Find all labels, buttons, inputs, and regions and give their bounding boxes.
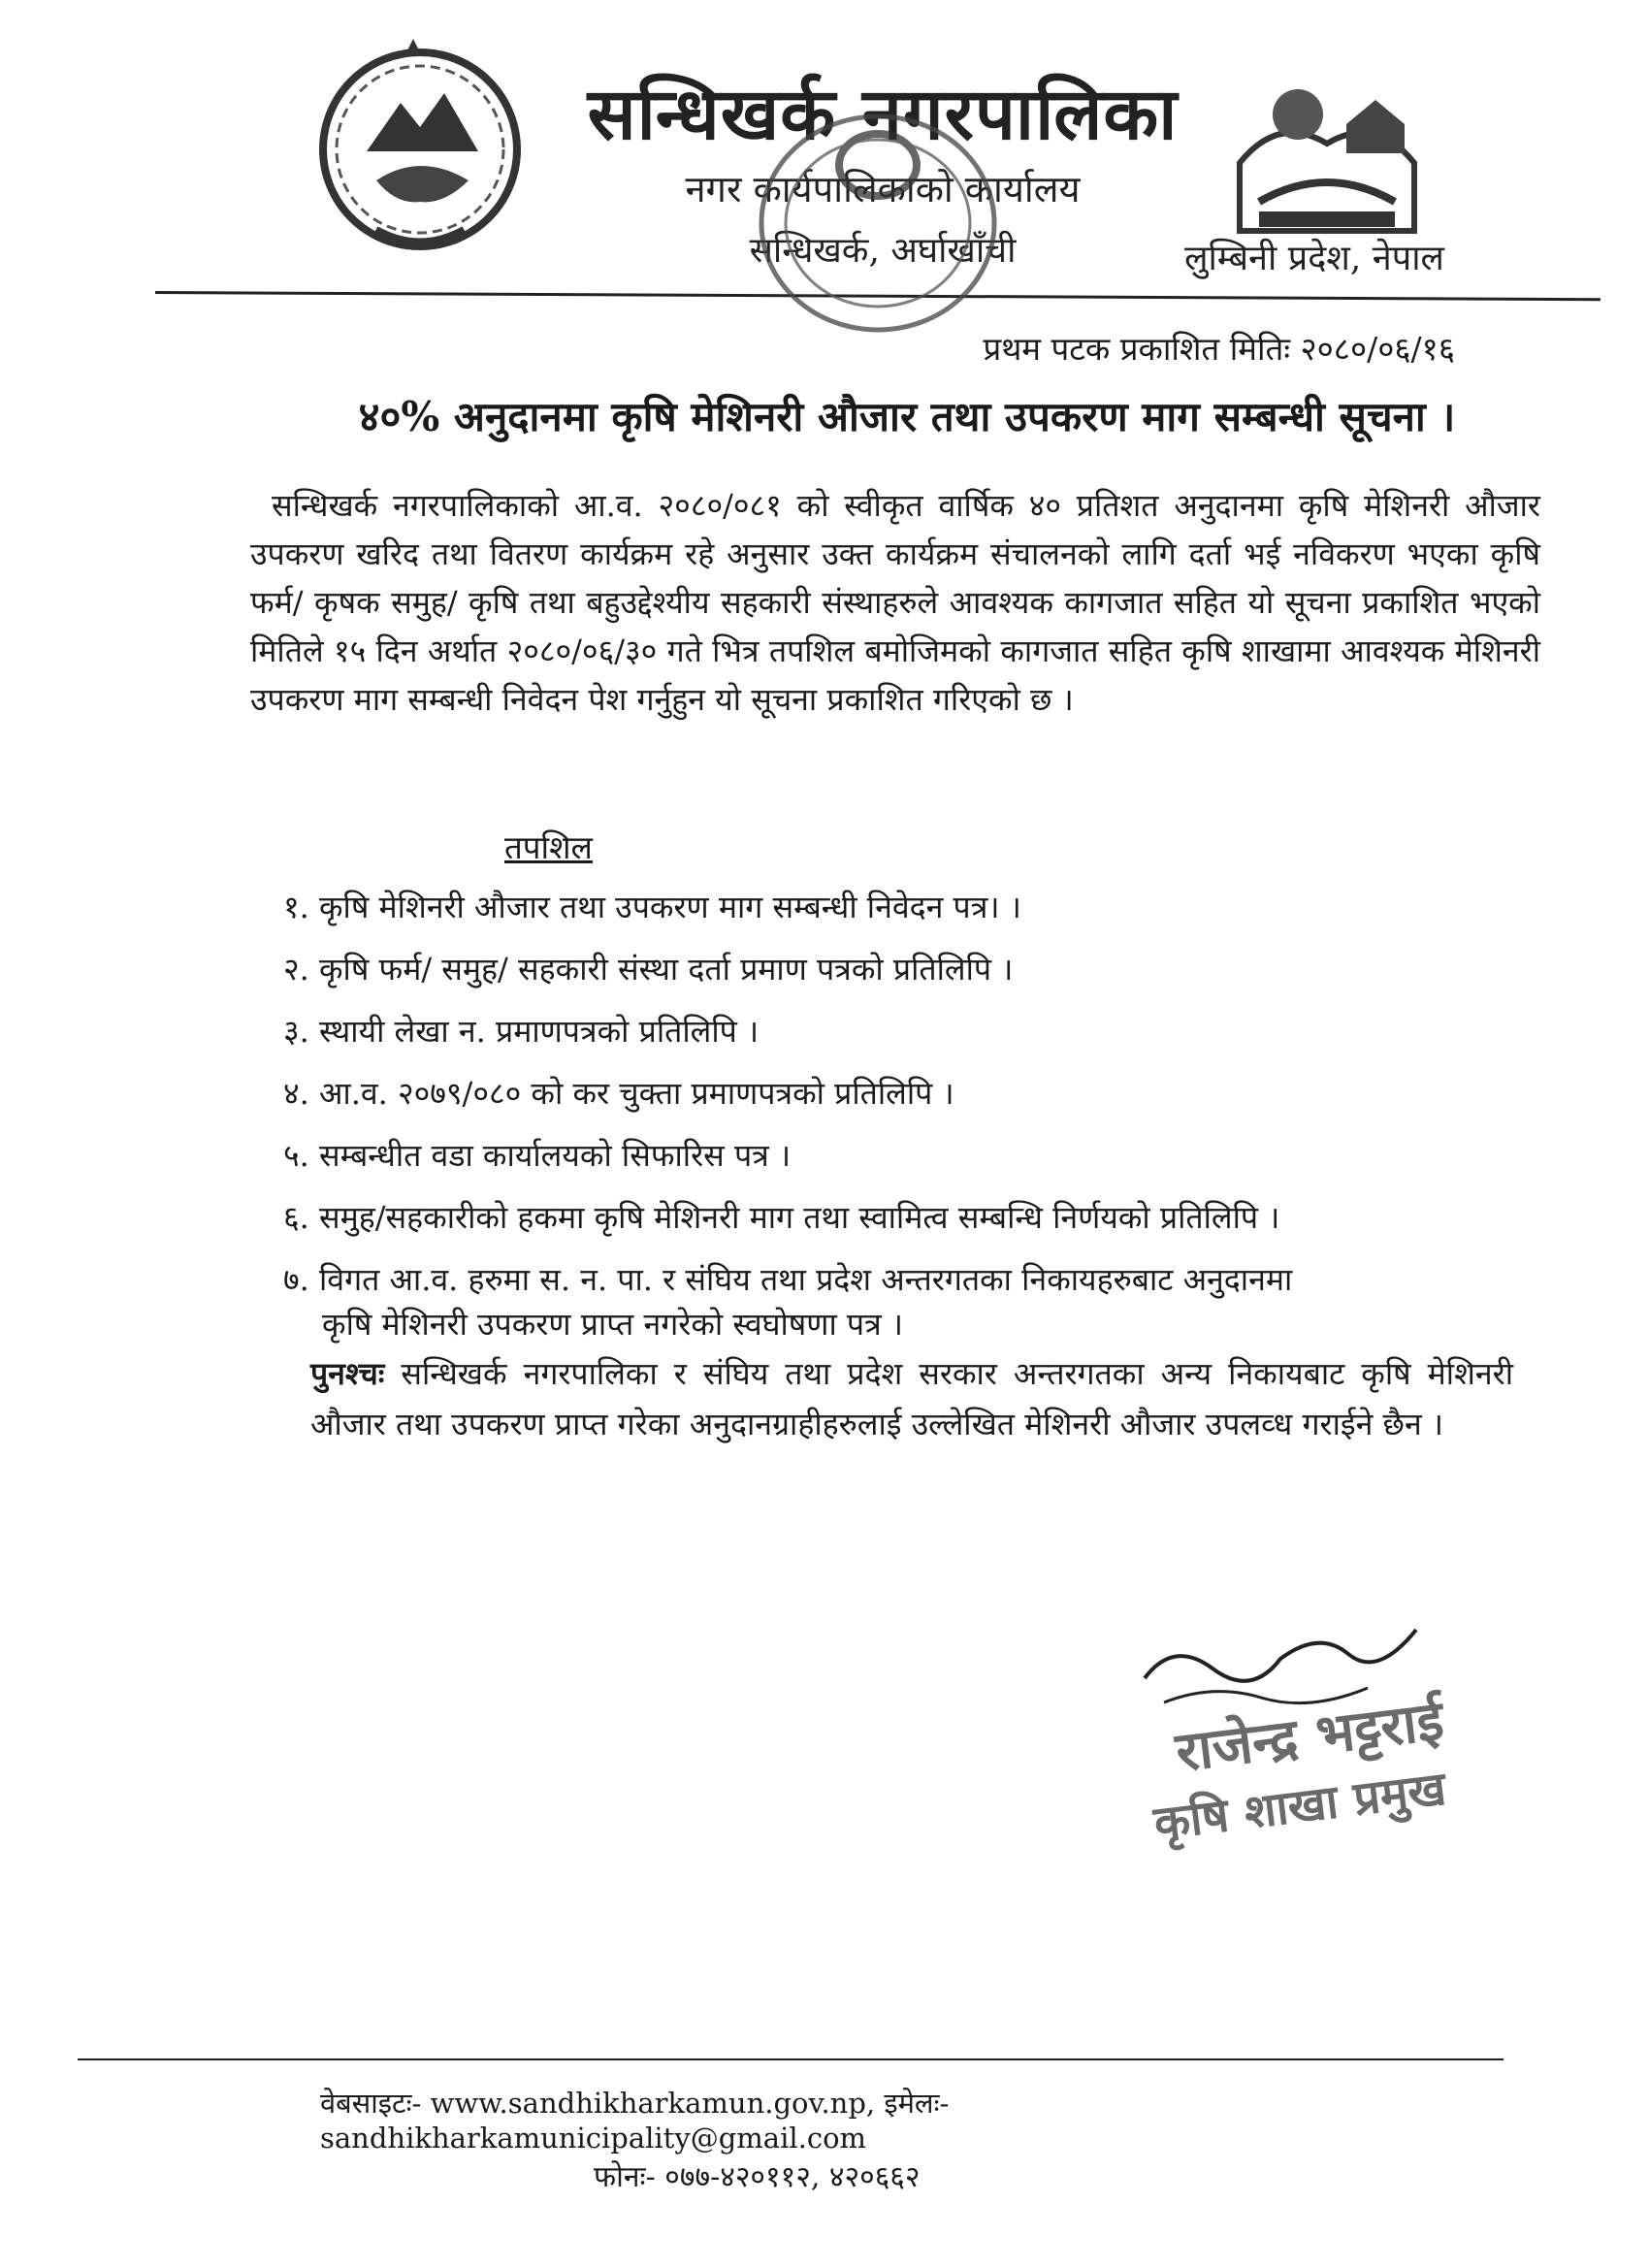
footer-phone-line [594,2155,1079,2195]
postscript-label: पुनश्चः [310,1355,385,1392]
nepal-emblem-icon [308,35,532,258]
postscript [310,1348,1513,1449]
list-item: ७. विगत आ.व. हरुमा स. न. पा. र संघिय तथा प्रदेश अन्तरगतका निकायहरुबाट अनुदानमा कृषि मेशिनरी उपकरण प्राप्त नगरेको स्वघोषणा पत्र । [283,1257,1505,1346]
list-item: ५. सम्बन्धीत वडा कार्यालयको सिफारिस पत्र । [283,1137,792,1174]
footer-divider [78,2058,1504,2060]
office-name: नगर कार्यपालिकाको कार्यालय [685,168,1081,211]
signatory-designation: कृषि शाखा प्रमुख [1150,1761,1449,1852]
list-item: ६. समुह/सहकारीको हकमा कृषि मेशिनरी माग तथा स्वामित्व सम्बन्धि निर्णयको प्रतिलिपि । [283,1199,1280,1236]
signatory-name: राजेन्द्र भट्टराई [1172,1688,1447,1785]
website-label: वेबसाइटः- [320,2087,422,2120]
province-name: लुम्बिनी प्रदेश, नेपाल [1184,239,1444,278]
email-link[interactable]: sandhikharkamunicipality@gmail.com [320,2122,867,2155]
municipality-name: सन्धिखर्क नगरपालिका [587,73,1179,156]
email-label: इमेलः- [884,2087,950,2120]
first-published-date: प्रथम पटक प्रकाशित मितिः २०८०/०६/१६ [983,330,1455,368]
municipality-logo-icon [1220,56,1434,250]
postscript-text: सन्धिखर्क नगरपालिका र संघिय तथा प्रदेश सरकार अन्तरगतका अन्य निकायबाट कृषि मेशिनरी औजार तथा उपकरण प्राप्त गरेका अनुदानग्राहीहरुलाई उल्लेखित मेशिनरी औजार उपलव्ध गराईने छैन । [310,1355,1513,1442]
requirements-list [283,885,1505,1364]
phone-label: फोनः- [594,2160,656,2194]
district-name: सन्धिखर्क, अर्घाखाँची [749,231,1017,271]
website-link[interactable]: www.sandhikharkamun.gov.np, [430,2087,876,2120]
list-heading: तपशिल [504,828,593,866]
list-item: ४. आ.व. २०७९/०८० को कर चुक्ता प्रमाणपत्रको प्रतिलिपि । [283,1075,954,1112]
notice-body: सन्धिखर्क नगरपालिकाको आ.व. २०८०/०८१ को स्वीकृत वार्षिक ४० प्रतिशत अनुदानमा कृषि मेशिनरी औजार उपकरण खरिद तथा वितरण कार्यक्रम रहे अनुसार उक्त कार्यक्रम संचालनको लागि दर्ता भई नविकरण भएका कृषि फर्म/ कृषक समुह/ कृषि तथा बहुउद्देश्यीय सहकारी संस्थाहरुले आवश्यक कागजात सहित यो सूचना प्रकाशित भएको मितिले १५ दिन अर्थात २०८०/०६/३० गते भित्र तपशिल बमोजिमको कागजात सहित कृषि शाखामा आवश्यक मेशिनरी उपकरण माग सम्बन्धी निवेदन पेश गर्नुहुन यो सूचना प्रकाशित गरिएको छ । [250,487,1540,718]
list-item-continuation: कृषि मेशिनरी उपकरण प्राप्त नगरेको स्वघोषणा पत्र । [322,1306,904,1343]
phone-number: ०७७-४२०११२, ४२०६६२ [664,2160,921,2194]
list-item: २. कृषि फर्म/ समुह/ सहकारी संस्था दर्ता प्रमाण पत्रको प्रतिलिपि । [283,951,1014,988]
notice-title: ४०% अनुदानमा कृषि मेशिनरी औजार तथा उपकरण माग सम्बन्धी सूचना । [358,393,1456,440]
list-item: १. कृषि मेशिनरी औजार तथा उपकरण माग सम्बन्धी निवेदन पत्र। । [283,889,1021,925]
footer-contact-line [320,2084,1387,2155]
office-stamp-icon [737,97,1018,349]
list-item: ३. स्थायी लेखा न. प्रमाणपत्रको प्रतिलिपि । [283,1013,760,1050]
